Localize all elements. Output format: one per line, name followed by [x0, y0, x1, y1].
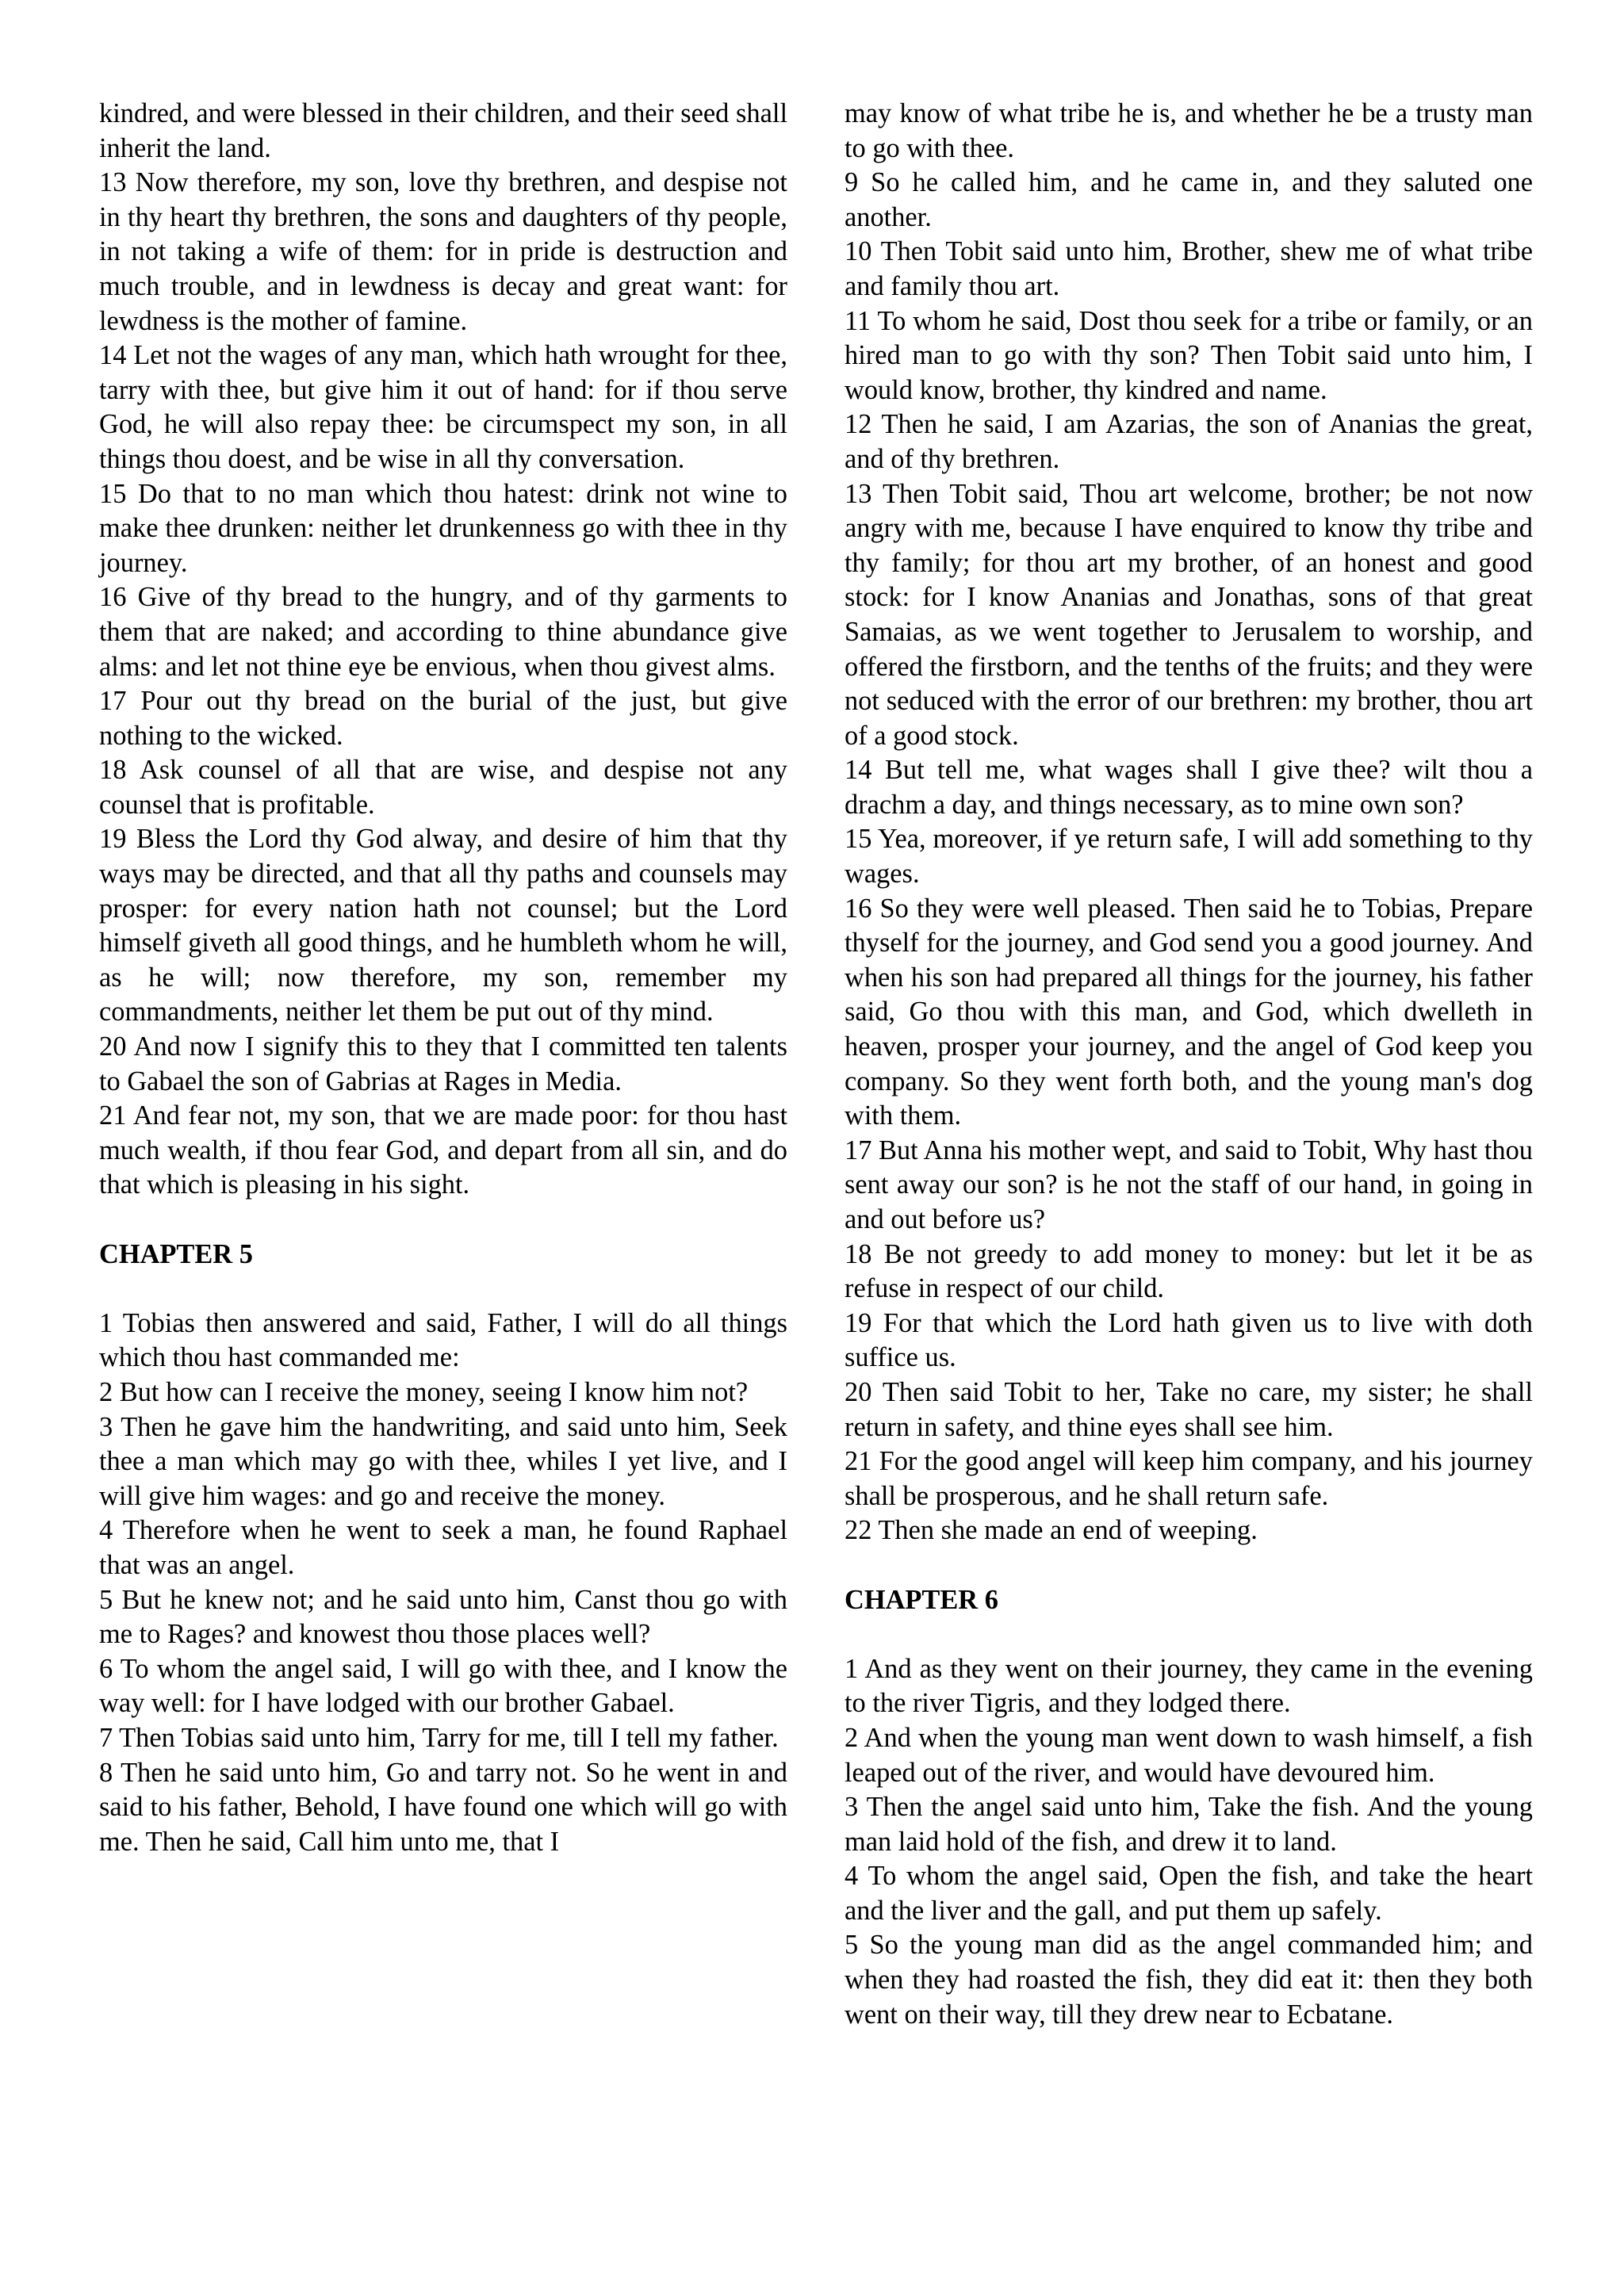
right-verses-before — [845, 97, 1533, 1548]
chapter-heading: CHAPTER 5 — [99, 1238, 253, 1269]
verse-paragraph: 4 Therefore when he went to seek a man, he found Raphael that was an angel. — [99, 1515, 787, 1580]
verse-paragraph: 1 And as they went on their journey, they came in the evening to the river Tigris, and they lodged there. — [845, 1653, 1533, 1719]
verse-paragraph: 3 Then he gave him the handwriting, and said unto him, Seek thee a man which may go with thee, whiles I yet live, and I will give him wages: and go and receive the money. — [99, 1411, 787, 1511]
verse-paragraph: 1 Tobias then answered and said, Father, I will do all things which thou hast commanded me: — [99, 1307, 787, 1373]
verse-paragraph: 21 For the good angel will keep him company, and his journey shall be prosperous, and he shall return safe. — [845, 1446, 1533, 1511]
verse-paragraph: 12 Then he said, I am Azarias, the son of Ananias the great, and of thy brethren. — [845, 409, 1533, 474]
verse-paragraph: 16 So they were well pleased. Then said he to Tobias, Prepare thyself for the journey, and God send you a good journey. And when his son had prepared all things for the journey, his father said, Go thou with this man, and God, which dwelleth in heaven, prosper your journey, and the angel of God keep you company. So they went forth both, and the young man's dog with them. — [845, 893, 1533, 1131]
verse-paragraph: 19 For that which the Lord hath given us to live with doth suffice us. — [845, 1307, 1533, 1373]
right-verses-after — [845, 1652, 1533, 2033]
verse-paragraph: 7 Then Tobias said unto him, Tarry for me, till I tell my father. — [99, 1722, 779, 1753]
verse-paragraph: 8 Then he said unto him, Go and tarry not. So he went in and said to his father, Behold, I have found one which will go with me. Then he said, Call him unto me, that I — [99, 1757, 787, 1857]
verse-paragraph: 15 Yea, moreover, if ye return safe, I will add something to thy wages. — [845, 824, 1533, 890]
verse-paragraph: 19 Bless the Lord thy God alway, and desire of him that thy ways may be directed, and that all thy paths and counsels may prosper: for every nation hath not counsel; but the Lord himself giveth all good things, and he humbleth whom he will, as he will; now therefore, my son, remember my commandments, neither let them be put out of thy mind. — [99, 824, 787, 1027]
verse-paragraph: 20 Then said Tobit to her, Take no care, my sister; he shall return in safety, and thine eyes shall see him. — [845, 1376, 1533, 1442]
verse-paragraph: 20 And now I signify this to they that I committed ten talents to Gabael the son of Gabrias at Rages in Media. — [99, 1031, 787, 1096]
verse-paragraph: 22 Then she made an end of weeping. — [845, 1515, 1258, 1546]
chapter-heading: CHAPTER 6 — [845, 1584, 998, 1615]
verse-paragraph: 14 But tell me, what wages shall I give thee? wilt thou a drachm a day, and things necessary, as to mine own son? — [845, 755, 1533, 820]
verse-paragraph: 11 To whom he said, Dost thou seek for a tribe or family, or an hired man to go with thy son? Then Tobit said unto him, I would know, brother, thy kindred and name. — [845, 305, 1533, 405]
verse-paragraph: 4 To whom the angel said, Open the fish, and take the heart and the liver and the gall, and put them up safely. — [845, 1861, 1533, 1926]
verse-paragraph: 13 Then Tobit said, Thou art welcome, brother; be not now angry with me, because I have enquired to know thy tribe and thy family; for thou art my brother, of an honest and good stock: for I know Ananias and Jonathas, sons of that great Samaias, as we went together to Jerusalem to worship, and offered the firstborn, and the tenths of the fruits; and they were not seduced with the error of our brethren: my brother, thou art of a good stock. — [845, 478, 1533, 751]
verse-paragraph: 21 And fear not, my son, that we are made poor: for thou hast much wealth, if thou fear God, and depart from all sin, and do that which is pleasing in his sight. — [99, 1100, 787, 1200]
verse-paragraph: 14 Let not the wages of any man, which hath wrought for thee, tarry with thee, but give him it out of hand: for if thou serve God, he will also repay thee: be circumspect my son, in all things thou doest, and be wise in all thy conversation. — [99, 340, 787, 474]
verse-paragraph: 6 To whom the angel said, I will go with thee, and I know the way well: for I have lodged with our brother Gabael. — [99, 1653, 787, 1719]
verse-paragraph: 16 Give of thy bread to the hungry, and of thy garments to them that are naked; and according to thine abundance give alms: and let not thine eye be envious, when thou givest alms. — [99, 582, 787, 682]
verse-paragraph: 2 And when the young man went down to wash himself, a fish leaped out of the river, and would have devoured him. — [845, 1722, 1533, 1788]
verse-paragraph: 5 But he knew not; and he said unto him, Canst thou go with me to Rages? and knowest thou those places well? — [99, 1584, 787, 1650]
verse-paragraph: 17 But Anna his mother wept, and said to Tobit, Why hast thou sent away our son? is he not the staff of our hand, in going in and out before us? — [845, 1135, 1533, 1234]
verse-paragraph: 9 So he called him, and he came in, and they saluted one another. — [845, 167, 1533, 232]
right-column — [845, 97, 1533, 2032]
left-column — [99, 97, 787, 1859]
verse-paragraph: 5 So the young man did as the angel commanded him; and when they had roasted the fish, they did eat it: then they both went on their way, till they drew near to Ecbatane. — [845, 1930, 1533, 2030]
verse-paragraph: 18 Ask counsel of all that are wise, and despise not any counsel that is profitable. — [99, 755, 787, 820]
left-verses-before — [99, 97, 787, 1203]
verse-paragraph: 17 Pour out thy bread on the burial of the just, but give nothing to the wicked. — [99, 686, 787, 751]
verse-paragraph: may know of what tribe he is, and whether he be a trusty man to go with thee. — [845, 98, 1533, 163]
verse-paragraph: 13 Now therefore, my son, love thy brethren, and despise not in thy heart thy brethren, the sons and daughters of thy people, in not taking a wife of them: for in pride is destruction and much trouble, and in lewdness is decay and great want: for lewdness is the mother of famine. — [99, 167, 787, 336]
verse-paragraph: kindred, and were blessed in their children, and their seed shall inherit the land. — [99, 98, 787, 163]
verse-paragraph: 18 Be not greedy to add money to money: but let it be as refuse in respect of our child. — [845, 1238, 1533, 1304]
left-verses-after — [99, 1307, 787, 1860]
verse-paragraph: 10 Then Tobit said unto him, Brother, shew me of what tribe and family thou art. — [845, 236, 1533, 301]
verse-paragraph: 3 Then the angel said unto him, Take the fish. And the young man laid hold of the fish, and drew it to land. — [845, 1792, 1533, 1857]
verse-paragraph: 2 But how can I receive the money, seeing I know him not? — [99, 1376, 749, 1407]
verse-paragraph: 15 Do that to no man which thou hatest: drink not wine to make thee drunken: neither let drunkenness go with thee in thy journey. — [99, 478, 787, 578]
